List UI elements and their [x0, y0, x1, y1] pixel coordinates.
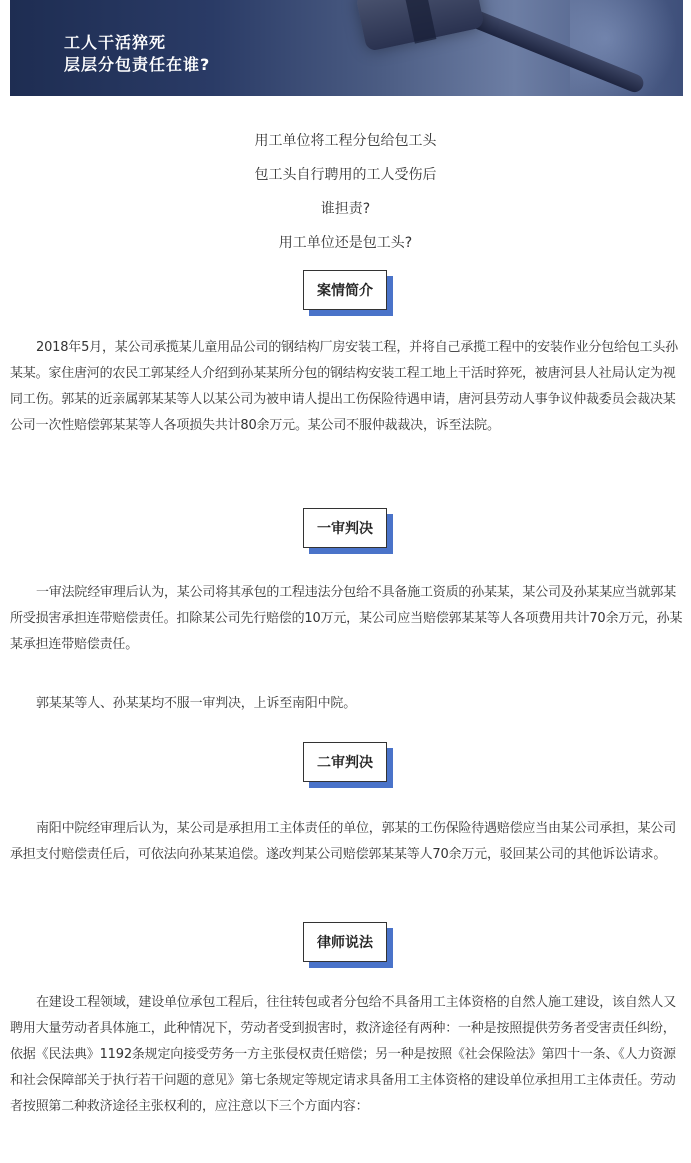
banner-title-line-2: 层层分包责任在谁?	[64, 55, 211, 74]
case-summary-paragraph: 2018年5月，某公司承揽某儿童用品公司的钢结构厂房安装工程，并将自己承揽工程中的安装作业分包给包工头孙某某。家住唐河的农民工郭某经人介绍到孙某某所分包的钢结构安装工程工地上干活时猝死，被唐河县人社局认定为视同工伤。郭某的近亲属郭某某等人以某公司为被申请人提出工伤保险待遇申请，唐河县劳动人事争议仲裁委员会裁决某公司一次性赔偿郭某某等人各项损失共计80余万元。某公司不服仲裁裁决，诉至法院。	[10, 340, 678, 433]
intro-line-4: 用工单位还是包工头?	[278, 235, 413, 251]
intro-line-3: 谁担责?	[320, 201, 371, 217]
second-instance-paragraph: 南阳中院经审理后认为，某公司是承担用工主体责任的单位，郭某的工伤保险待遇赔偿应当由某公司承担，某公司承担支付赔偿责任后，可依法向孙某某追偿。遂改判某公司赔偿郭某某等人70余万元，驳回某公司的其他诉讼请求。	[10, 821, 677, 862]
intro-line-2: 包工头自行聘用的工人受伤后	[254, 167, 437, 183]
section-heading-first-instance	[303, 508, 391, 550]
section-heading-lawyer	[303, 922, 391, 964]
section-heading-second-instance	[303, 742, 391, 784]
header-banner	[10, 0, 683, 96]
intro-line-1: 用工单位将工程分包给包工头	[254, 133, 437, 149]
first-instance-paragraph-2: 郭某某等人、孙某某均不服一审判决，上诉至南阳中院。	[36, 696, 357, 711]
heading-label: 案情简介	[303, 270, 387, 310]
banner-title-line-1: 工人干活猝死	[64, 33, 167, 52]
section-heading-case-summary	[303, 270, 391, 312]
heading-label: 二审判决	[303, 742, 387, 782]
lawyer-paragraph: 在建设工程领域，建设单位承包工程后，往往转包或者分包给不具备用工主体资格的自然人施工建设，该自然人又聘用大量劳动者具体施工，此种情况下，劳动者受到损害时，救济途径有两种：一种是按照提供劳务者受害责任纠纷，依据《民法典》1192条规定向接受劳务一方主张侵权责任赔偿；另一种是按照《社会保险法》第四十一条、《人力资源和社会保障部关于执行若干问题的意见》第七条规定等规定请求具备用工主体资格的建设单位承担用工主体责任。劳动者按照第二种救济途径主张权利的，应注意以下三个方面内容：	[10, 995, 677, 1114]
first-instance-paragraph-1: 一审法院经审理后认为，某公司将其承包的工程违法分包给不具备施工资质的孙某某，某公司及孙某某应当就郭某所受损害承担连带赔偿责任。扣除某公司先行赔偿的10万元，某公司应当赔偿郭某某等人各项费用共计70余万元，孙某某承担连带赔偿责任。	[10, 585, 683, 652]
heading-label: 一审判决	[303, 508, 387, 548]
heading-label: 律师说法	[303, 922, 387, 962]
